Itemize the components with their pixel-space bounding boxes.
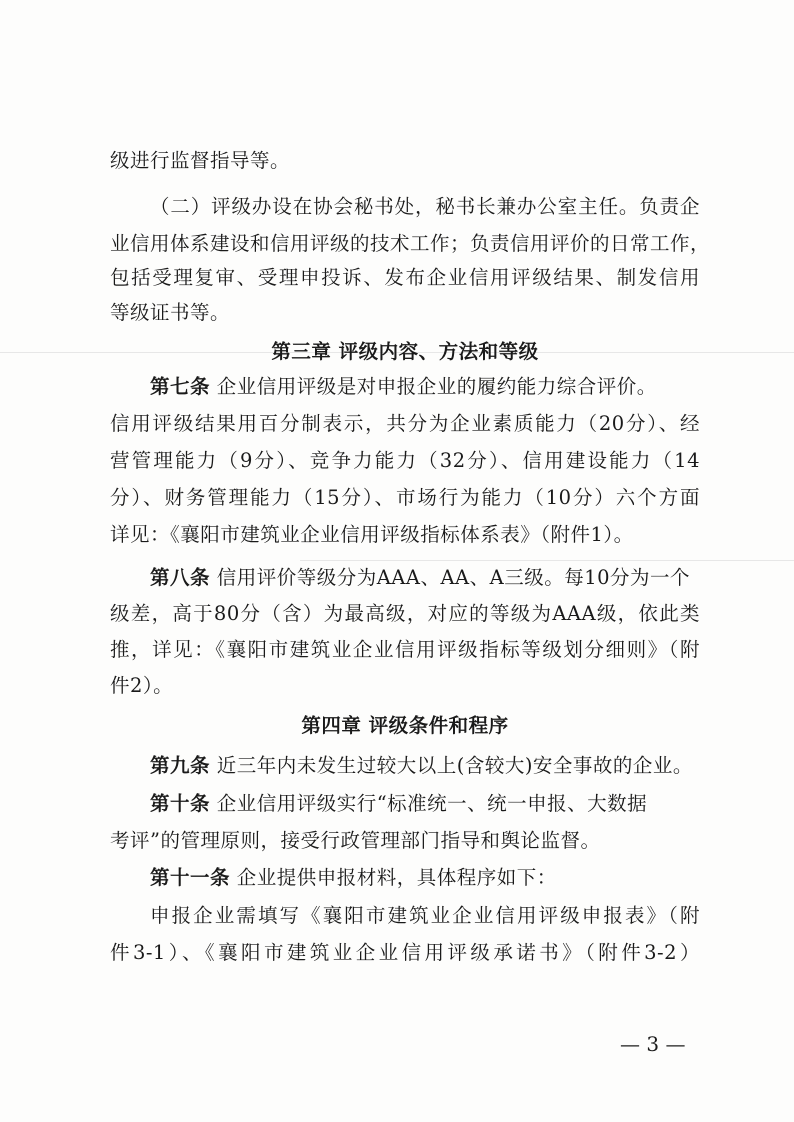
article-label: 第十一条	[150, 866, 231, 889]
article-first-line	[150, 864, 700, 892]
article-first-line	[150, 564, 700, 592]
paragraph-line: 件2）。	[110, 674, 174, 697]
article-first-line	[150, 752, 700, 780]
paragraph-line: 申报企业需填写《襄阳市建筑业企业信用评级申报表》（附	[150, 904, 700, 927]
article-label: 第十条	[150, 792, 211, 815]
scan-artifact	[300, 560, 794, 561]
article-text: 企业提供申报材料，具体程序如下：	[230, 866, 557, 889]
chapter-heading: 第三章 评级内容、方法和等级	[271, 340, 539, 363]
article-text: 信用评价等级分为AAA、AA、A三级。每10分为一个	[210, 566, 691, 589]
article-text: 企业信用评级是对申报企业的履约能力综合评价。	[210, 375, 657, 398]
chapter-heading: 第四章 评级条件和程序	[301, 714, 509, 737]
paragraph-line: 营管理能力（9分）、竞争力能力（32分）、信用建设能力（14	[110, 449, 700, 472]
article-first-line	[150, 373, 700, 401]
paragraph-line: 推，详见：《襄阳市建筑业企业信用评级指标等级划分细则》（附	[110, 638, 700, 661]
paragraph-line: 业信用体系建设和信用评级的技术工作；负责信用评价的日常工作，	[110, 232, 711, 255]
paragraph-line: 考评”的管理原则，接受行政管理部门指导和舆论监督。	[110, 829, 601, 852]
article-label: 第七条	[150, 375, 211, 398]
paragraph-line: 级进行监督指导等。	[110, 149, 291, 172]
paragraph-line: 件3-1）、《襄阳市建筑业企业信用评级承诺书》（附件3-2）	[110, 941, 700, 964]
article-label: 第九条	[150, 754, 211, 777]
article-text: 近三年内未发生过较大以上(含较大)安全事故的企业。	[210, 754, 693, 777]
paragraph-line: 分）、财务管理能力（15分）、市场行为能力（10分）六个方面	[110, 486, 700, 509]
paragraph-line: 详见：《襄阳市建筑业企业信用评级指标体系表》（附件1）。	[110, 523, 634, 546]
paragraph-line: 信用评级结果用百分制表示，共分为企业素质能力（20分）、经	[110, 412, 700, 435]
paragraph-line: 级差，高于80分（含）为最高级，对应的等级为AAA级，依此类	[110, 602, 700, 625]
article-label: 第八条	[150, 566, 211, 589]
paragraph-line: 包括受理复审、受理申投诉、发布企业信用评级结果、制发信用	[110, 266, 700, 289]
paragraph-line: 等级证书等。	[110, 301, 231, 324]
article-first-line	[150, 790, 700, 818]
page-number: — 3 —	[620, 1032, 686, 1056]
article-text: 企业信用评级实行“标准统一、统一申报、大数据	[210, 792, 648, 815]
paragraph-line: （二）评级办设在协会秘书处，秘书长兼办公室主任。负责企	[150, 195, 700, 218]
